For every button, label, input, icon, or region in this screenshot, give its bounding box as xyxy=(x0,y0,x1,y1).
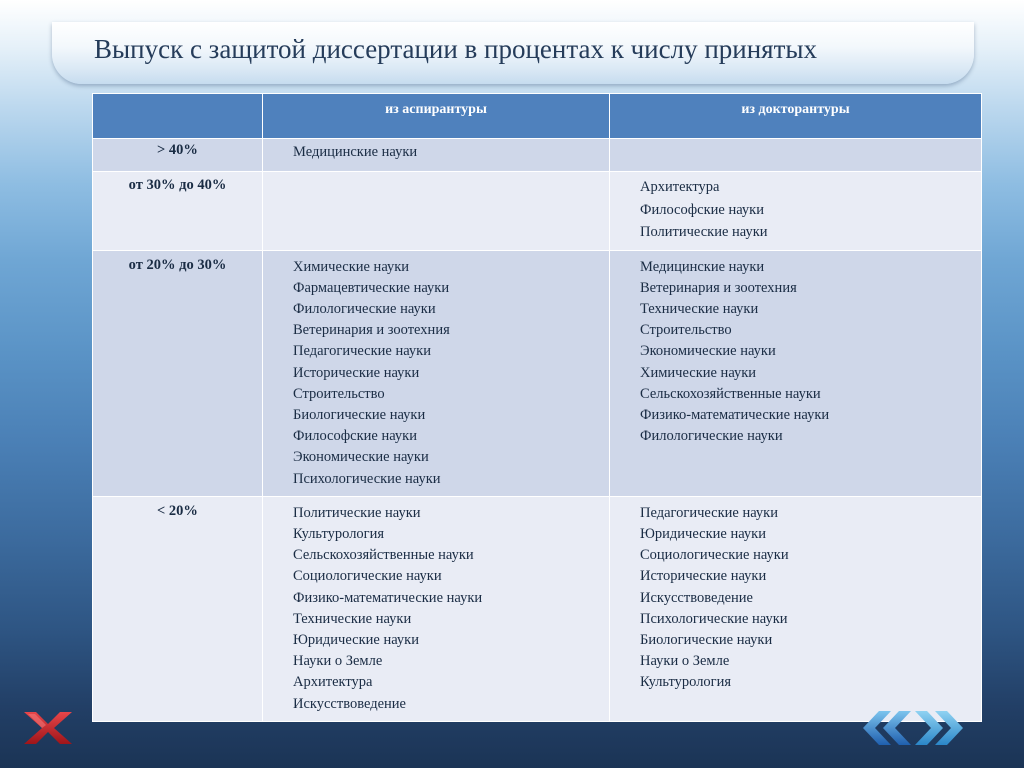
list-item: Искусствоведение xyxy=(293,695,406,712)
list-item: Химические науки xyxy=(640,364,757,381)
list-item: Биологические науки xyxy=(293,406,426,423)
list-item: Биологические науки xyxy=(640,631,773,648)
table-row xyxy=(93,172,982,251)
list-item: Физико-математические науки xyxy=(640,406,830,423)
list-item: Медицинские науки xyxy=(640,258,765,275)
table-row xyxy=(93,139,982,172)
list-item: Социологические науки xyxy=(293,568,442,585)
list-item: Архитектура xyxy=(293,674,373,691)
list-item: Науки о Земле xyxy=(640,653,730,670)
list-item: Искусствоведение xyxy=(640,589,753,606)
doctoral-cell xyxy=(610,172,982,251)
postgraduate-cell xyxy=(263,496,610,721)
list-item: Ветеринария и зоотехния xyxy=(293,322,450,339)
list-item: Строительство xyxy=(293,385,385,402)
list-item: Филологические науки xyxy=(640,428,783,445)
navigation-arrows xyxy=(857,709,969,747)
list-item: Политические науки xyxy=(293,504,421,521)
row-range-label: > 40% xyxy=(93,139,263,172)
postgraduate-cell xyxy=(263,250,610,496)
list-item: Архитектура xyxy=(640,179,720,195)
x-logo-icon xyxy=(22,710,74,746)
postgraduate-cell xyxy=(263,139,610,172)
double-chevron-left-icon[interactable] xyxy=(857,709,913,747)
list-item: Технические науки xyxy=(640,300,759,317)
list-item: Психологические науки xyxy=(640,610,788,627)
list-item: Сельскохозяйственные науки xyxy=(293,547,474,564)
table-header-row xyxy=(93,94,982,139)
list-item: Экономические науки xyxy=(640,343,776,360)
list-item: Сельскохозяйственные науки xyxy=(640,385,821,402)
list-item: Юридические науки xyxy=(640,525,766,542)
list-item: Химические науки xyxy=(293,258,410,275)
header-corner xyxy=(93,94,263,139)
postgraduate-cell xyxy=(263,172,610,251)
list-item: Культурология xyxy=(293,525,385,542)
dissertation-table xyxy=(92,93,982,722)
table-row xyxy=(93,250,982,496)
list-item: Ветеринария и зоотехния xyxy=(640,279,797,296)
list-item: Науки о Земле xyxy=(293,653,383,670)
slide-title: Выпуск с защитой диссертации в процентах к числу принятых xyxy=(94,34,818,64)
list-item: Политические науки xyxy=(640,224,768,240)
list-item: Психологические науки xyxy=(293,470,441,487)
list-item: Физико-математические науки xyxy=(293,589,483,606)
list-item: Строительство xyxy=(640,322,732,339)
list-item: Филологические науки xyxy=(293,300,436,317)
list-item: Педагогические науки xyxy=(640,504,778,521)
header-postgraduate: из аспирантуры xyxy=(263,94,610,139)
row-range-label: от 30% до 40% xyxy=(93,172,263,251)
list-item: Фармацевтические науки xyxy=(293,279,450,296)
list-item: Педагогические науки xyxy=(293,343,431,360)
list-item: Медицинские науки xyxy=(293,144,418,160)
table-row xyxy=(93,496,982,721)
row-range-label: < 20% xyxy=(93,496,263,721)
list-item: Социологические науки xyxy=(640,547,789,564)
list-item: Исторические науки xyxy=(293,364,420,381)
list-item: Философские науки xyxy=(293,428,417,445)
list-item: Юридические науки xyxy=(293,631,419,648)
doctoral-cell xyxy=(610,496,982,721)
list-item: Экономические науки xyxy=(293,449,429,466)
list-item: Исторические науки xyxy=(640,568,767,585)
list-item: Культурология xyxy=(640,674,732,691)
doctoral-cell xyxy=(610,250,982,496)
list-item: Технические науки xyxy=(293,610,412,627)
doctoral-cell xyxy=(610,139,982,172)
row-range-label: от 20% до 30% xyxy=(93,250,263,496)
double-chevron-right-icon[interactable] xyxy=(913,709,969,747)
header-doctoral: из докторантуры xyxy=(610,94,982,139)
list-item: Философские науки xyxy=(640,201,764,218)
